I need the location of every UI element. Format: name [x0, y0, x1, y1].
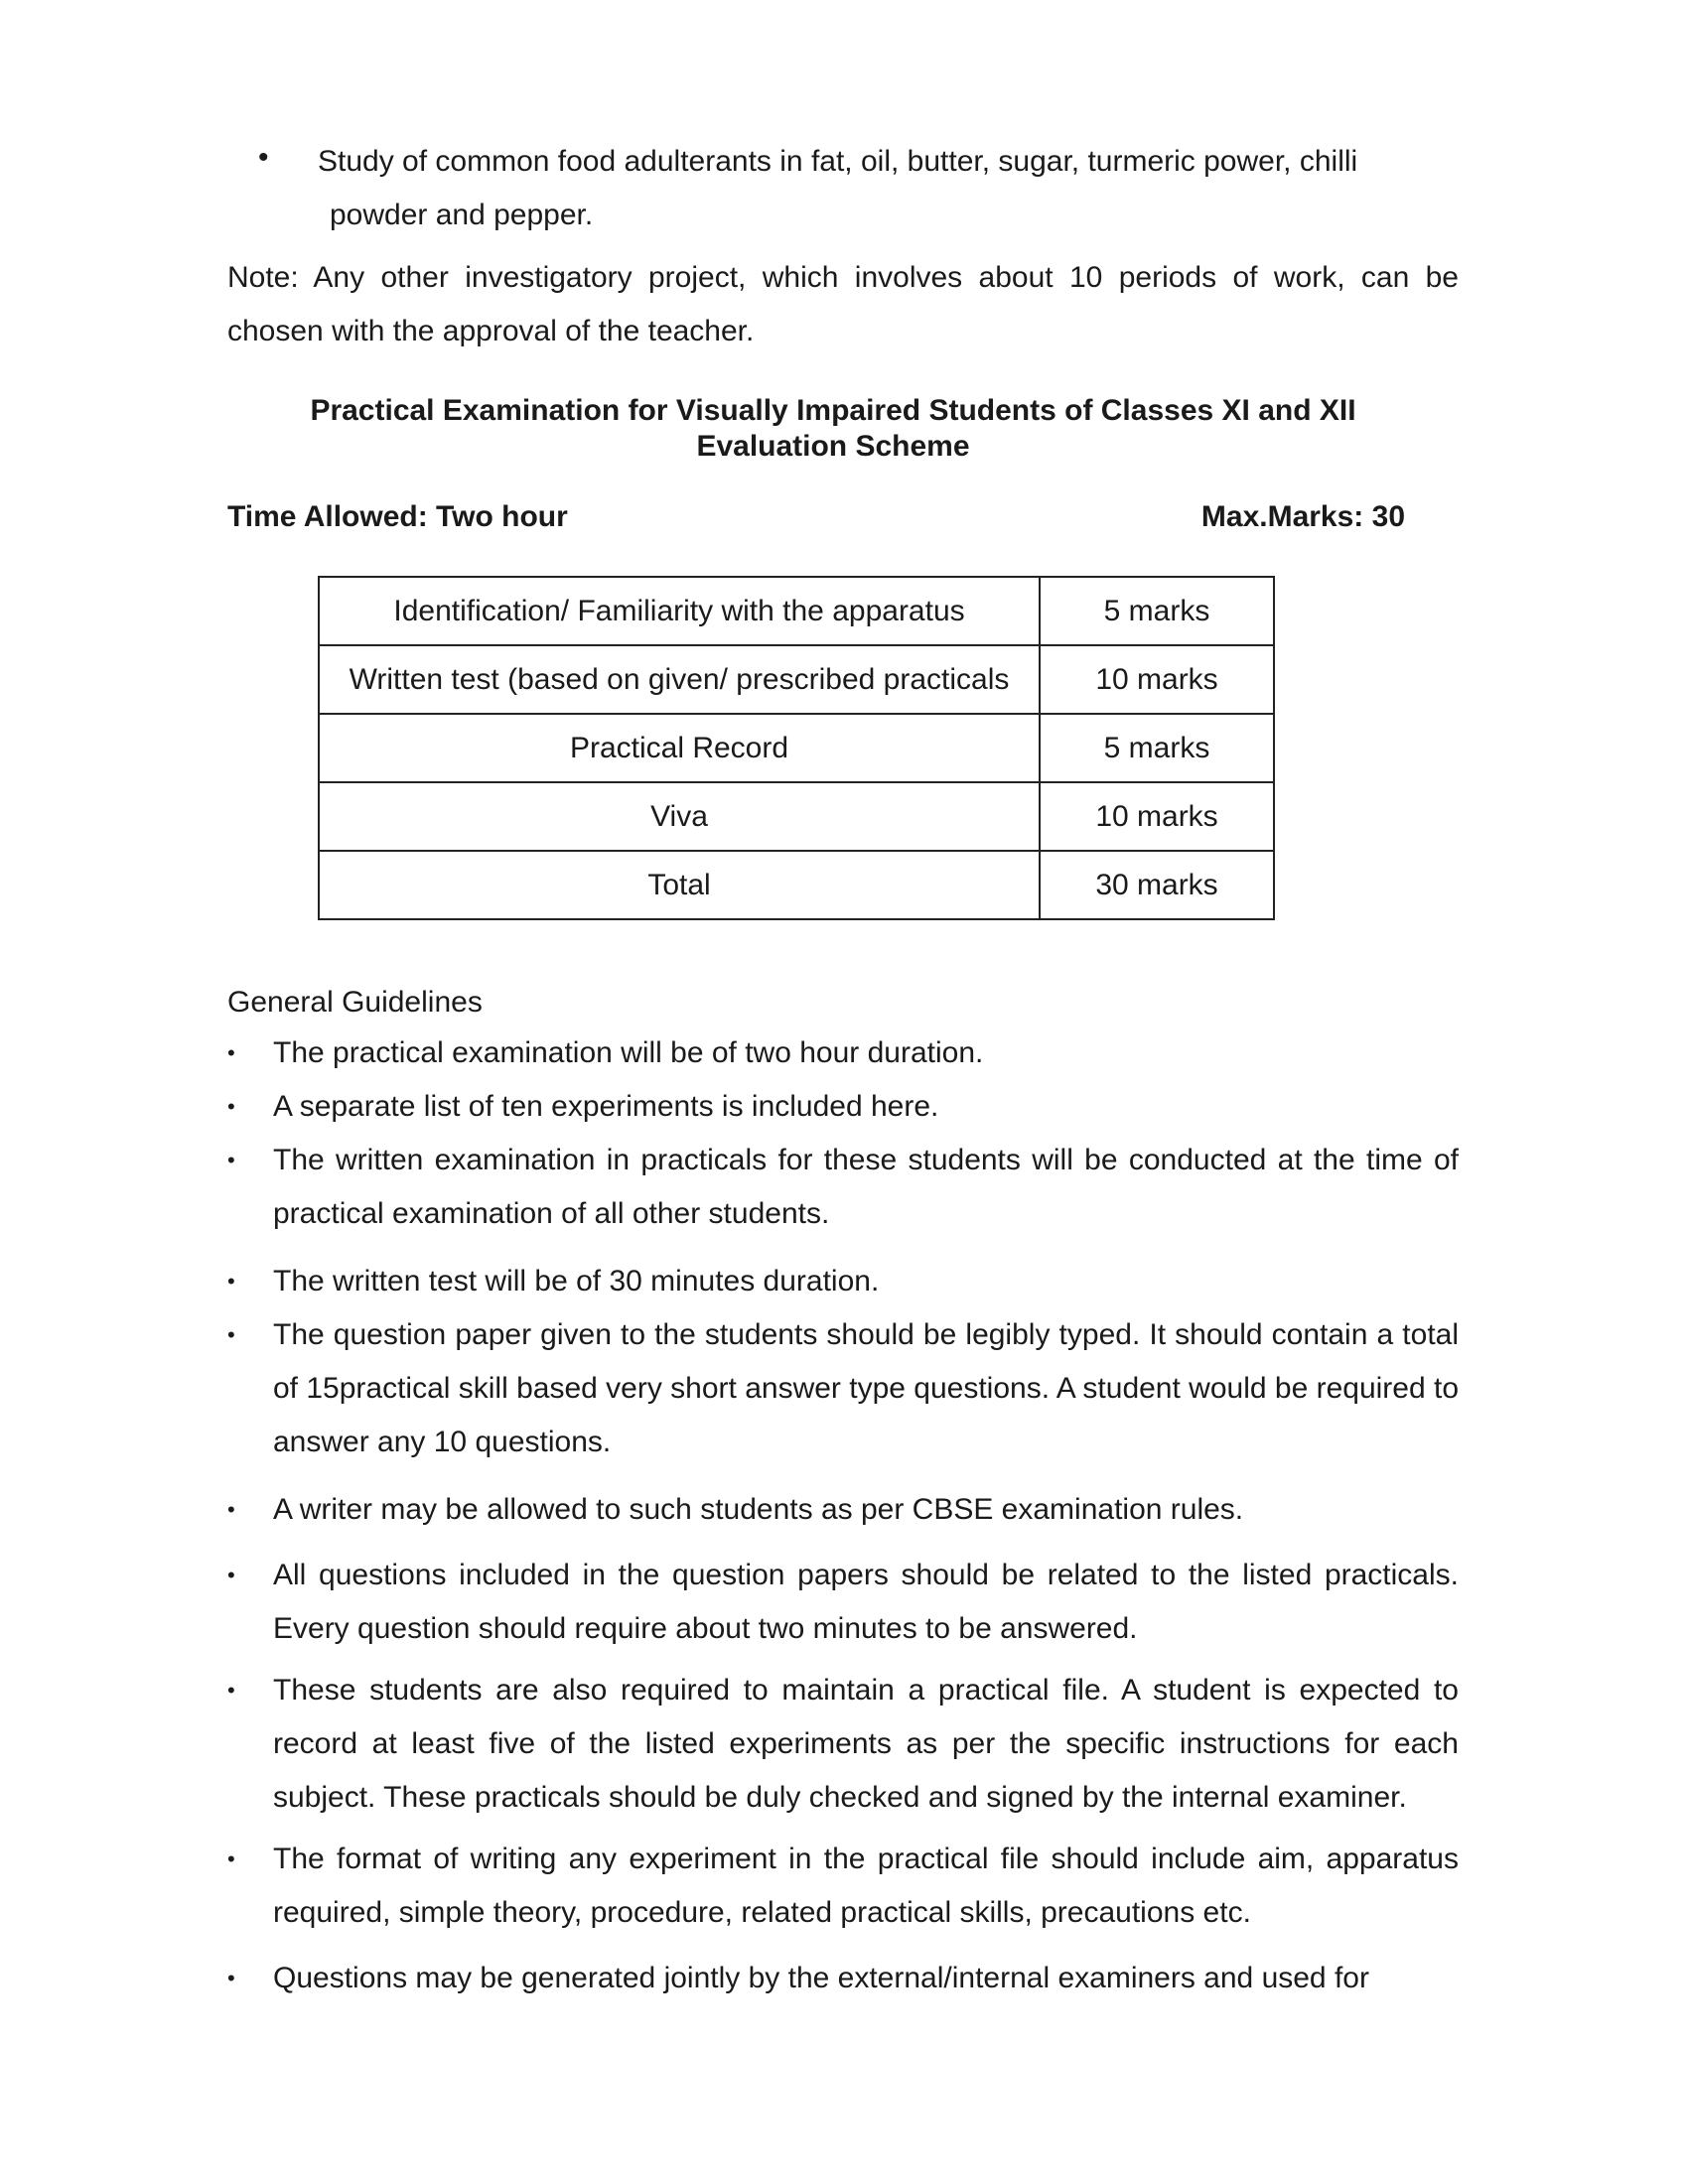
scheme-item: Practical Record: [319, 714, 1040, 782]
evaluation-scheme-table: [318, 576, 1275, 920]
list-item: [227, 1833, 1459, 1940]
max-marks: Max.Marks: 30: [1200, 500, 1405, 533]
list-item: [227, 1255, 1459, 1308]
list-item: [227, 1549, 1459, 1656]
scheme-item: Written test (based on given/ prescribed practicals: [319, 645, 1040, 714]
guideline-text: The format of writing any experiment in the practical file should include aim, apparatus required, simple theory, procedure, related practical skills, precautions etc.: [273, 1843, 1459, 1929]
food-adulterants-line1: Study of common food adulterants in fat, oil, butter, sugar, turmeric power, chilli: [318, 145, 1358, 178]
table-row: [319, 782, 1274, 851]
table-row: [319, 577, 1274, 645]
bullet-marker: •: [227, 1678, 235, 1703]
bullet-marker: •: [227, 1094, 235, 1119]
bullet-marker: •: [227, 1040, 235, 1065]
note-paragraph: Note: Any other investigatory project, which involves about 10 periods of work, can be chosen with the approval of the teacher.: [227, 261, 1459, 347]
scheme-marks: 10 marks: [1040, 782, 1274, 851]
bullet-marker: •: [227, 1563, 235, 1587]
scheme-marks: 5 marks: [1040, 714, 1274, 782]
bullet-marker: •: [227, 1846, 235, 1871]
guideline-text: These students are also required to maintain a practical file. A student is expected to record at least five of the listed experiments as per the specific instructions for each subject. These practicals should be duly checked and signed by the internal examiner.: [273, 1674, 1459, 1814]
food-adulterants-line2: powder and pepper.: [330, 199, 594, 231]
list-item: [227, 1483, 1459, 1537]
scheme-item: Identification/ Familiarity with the apparatus: [319, 577, 1040, 645]
list-item: [227, 1664, 1459, 1825]
list-item: [227, 1080, 1459, 1134]
food-adulterants-item: [318, 135, 1460, 242]
list-item: [227, 1308, 1459, 1469]
general-guidelines-title: General Guidelines: [227, 986, 483, 1019]
guideline-text: The practical examination will be of two hour duration.: [273, 1036, 984, 1069]
bullet-marker: •: [227, 1322, 235, 1347]
list-item: [227, 1952, 1459, 2005]
bullet-marker: •: [227, 1497, 235, 1522]
scheme-marks: 10 marks: [1040, 645, 1274, 714]
bullet-marker: •: [258, 141, 269, 174]
scheme-item: Total: [319, 851, 1040, 919]
section-heading-line2: Evaluation Scheme: [696, 430, 970, 463]
scheme-marks: 5 marks: [1040, 577, 1274, 645]
list-item: [227, 1026, 1459, 1080]
guideline-text: The written examination in practicals for these students will be conducted at the time of practical examination of all other students.: [273, 1144, 1459, 1230]
section-heading-line1: Practical Examination for Visually Impaired Students of Classes XI and XII: [310, 394, 1356, 427]
time-allowed: Time Allowed: Two hour: [227, 500, 568, 533]
guideline-text: The question paper given to the students should be legibly typed. It should contain a total of 15practical skill based very short answer type questions. A student would be required to answer any 10 questions.: [273, 1318, 1460, 1458]
bullet-marker: •: [227, 1148, 235, 1172]
table-row: [319, 851, 1274, 919]
bullet-marker: •: [227, 1269, 235, 1294]
guideline-text: The written test will be of 30 minutes duration.: [273, 1265, 880, 1297]
guideline-text: Questions may be generated jointly by the external/internal examiners and used for: [273, 1962, 1369, 1994]
table-row: [319, 645, 1274, 714]
guideline-text: A writer may be allowed to such students as per CBSE examination rules.: [273, 1493, 1244, 1526]
scheme-marks: 30 marks: [1040, 851, 1274, 919]
guideline-text: All questions included in the question papers should be related to the listed practicals. Every question should require about two minutes to be answered.: [273, 1559, 1459, 1645]
scheme-item: Viva: [319, 782, 1040, 851]
bullet-marker: •: [227, 1966, 235, 1990]
guideline-text: A separate list of ten experiments is included here.: [273, 1090, 939, 1123]
list-item: [227, 1134, 1459, 1241]
table-row: [319, 714, 1274, 782]
